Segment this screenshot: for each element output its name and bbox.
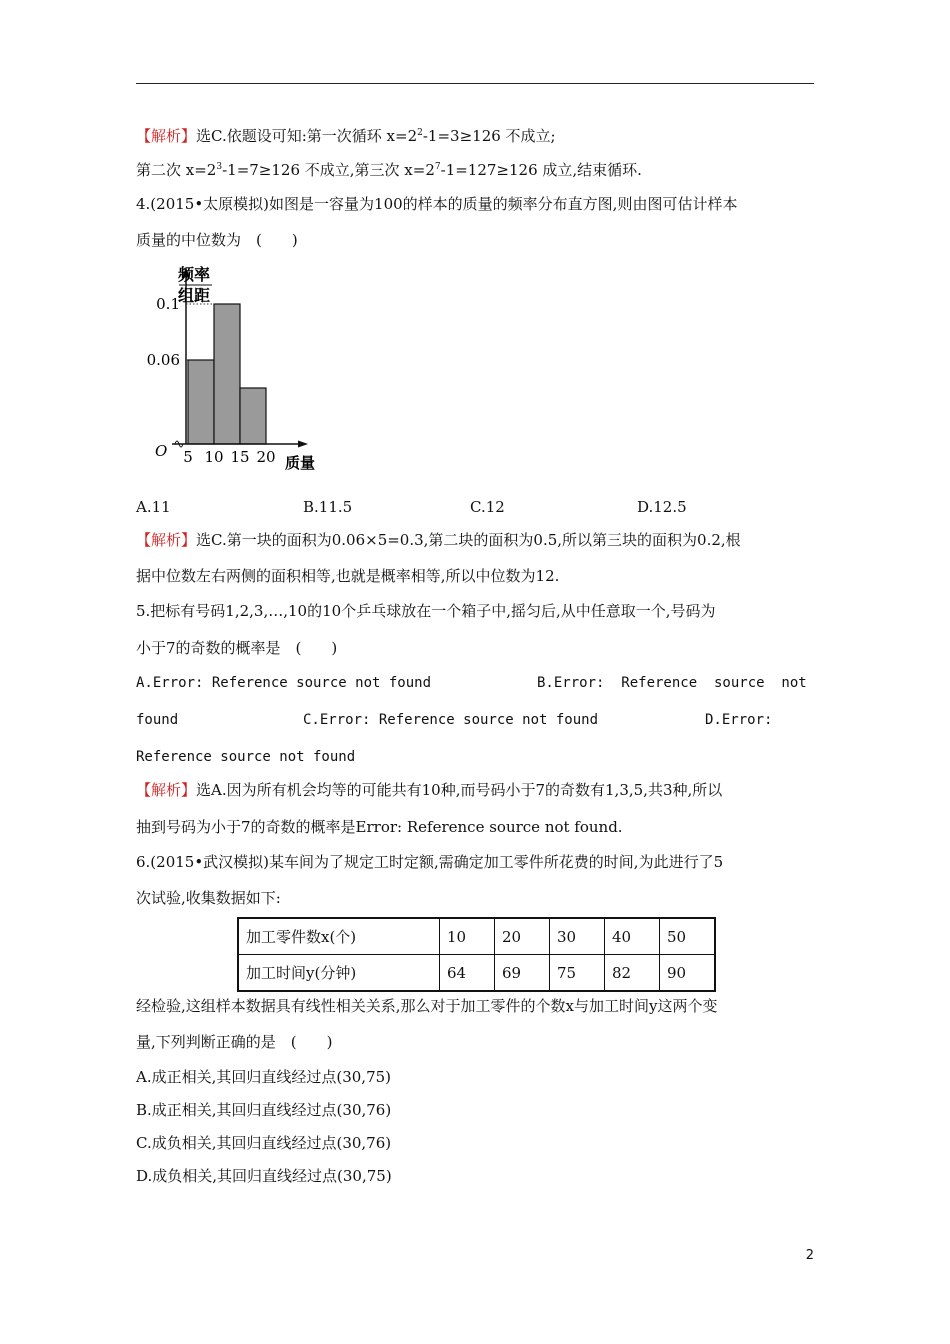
q5-solution-line-1: 【解析】选A.因为所有机会均等的可能共有10种,而号码小于7的奇数有1,3,5,共3种,所以 bbox=[136, 781, 723, 799]
x-tick-label: 10 bbox=[204, 448, 224, 466]
histogram-chart bbox=[128, 258, 328, 478]
q6-option-a: A.成正相关,其回归直线经过点(30,75) bbox=[136, 1068, 392, 1086]
y-label-bottom: 组距 bbox=[178, 286, 211, 305]
q4-option-a: A.11 bbox=[136, 498, 171, 516]
q6-option-d: D.成负相关,其回归直线经过点(30,75) bbox=[136, 1167, 392, 1185]
table-cell: 加工零件数x(个) bbox=[238, 918, 440, 955]
dotted-reference-lines bbox=[186, 304, 214, 360]
q3-solution-line-1: 【解析】选C.依题设可知:第一次循环 $x=2^2-1=3\ge 126$ 不成立; bbox=[136, 127, 556, 145]
q6-stem-line-2: 次试验,收集数据如下: bbox=[136, 889, 281, 907]
table-cell: 90 bbox=[660, 955, 716, 992]
q4-option-d: D.12.5 bbox=[637, 498, 687, 516]
y-tick-label: 0.06 bbox=[146, 351, 180, 369]
q5-option-d-cont: Reference source not found bbox=[136, 749, 356, 765]
x-tick-label: 15 bbox=[230, 448, 250, 466]
q4-option-b: B.11.5 bbox=[303, 498, 353, 516]
q5-option-c: C.Error: Reference source not found bbox=[303, 712, 599, 728]
q6-data-table bbox=[237, 917, 716, 992]
table-cell: 40 bbox=[605, 918, 660, 955]
y-tick-labels bbox=[147, 295, 180, 369]
histogram-bar bbox=[240, 388, 266, 444]
x-tick-label: 5 bbox=[183, 448, 193, 466]
table-cell: 30 bbox=[550, 918, 605, 955]
q6-after-line-2: 量,下列判断正确的是 ( ) bbox=[136, 1033, 333, 1051]
q5-option-a: A.Error: Reference source not found bbox=[136, 675, 432, 691]
header-rule bbox=[136, 83, 814, 84]
x-tick-labels bbox=[183, 448, 275, 466]
q4-solution-line-2: 据中位数左右两侧的面积相等,也就是概率相等,所以中位数为12. bbox=[136, 567, 560, 585]
q5-option-d: D.Error: bbox=[705, 712, 773, 728]
q6-option-c: C.成负相关,其回归直线经过点(30,76) bbox=[136, 1134, 392, 1152]
x-axis-label: 质量 bbox=[285, 454, 316, 472]
table-cell: 75 bbox=[550, 955, 605, 992]
table-cell: 82 bbox=[605, 955, 660, 992]
q5-option-b: B.Error: Reference source not bbox=[537, 675, 807, 691]
analysis-tag: 【解析】 bbox=[136, 127, 197, 145]
q4-solution-line-1: 【解析】选C.第一块的面积为0.06×5=0.3,第二块的面积为0.5,所以第三块的面积为0.2,根 bbox=[136, 531, 741, 549]
origin-label: O bbox=[155, 442, 168, 460]
page-number: 2 bbox=[805, 1248, 814, 1263]
table-cell: 50 bbox=[660, 918, 716, 955]
table-cell: 10 bbox=[440, 918, 495, 955]
histogram-bar bbox=[188, 360, 214, 444]
histogram-bars bbox=[188, 304, 266, 444]
y-label-top: 频率 bbox=[178, 265, 211, 284]
q4-stem-line-1: 4.(2015•太原模拟)如图是一容量为100的样本的质量的频率分布直方图,则由图可估计样本 bbox=[136, 195, 738, 213]
q5-stem-line-1: 5.把标有号码1,2,3,…,10的10个乒乓球放在一个箱子中,摇匀后,从中任意取一个,号码为 bbox=[136, 602, 716, 620]
q6-option-b: B.成正相关,其回归直线经过点(30,76) bbox=[136, 1101, 392, 1119]
histogram-bar bbox=[214, 304, 240, 444]
q5-option-b-cont: found bbox=[136, 712, 179, 728]
table-cell: 20 bbox=[495, 918, 550, 955]
q6-after-line-1: 经检验,这组样本数据具有线性相关关系,那么对于加工零件的个数x与加工时间y这两个变 bbox=[136, 997, 718, 1015]
table-cell: 69 bbox=[495, 955, 550, 992]
q3-solution-line-2: 第二次 $x=2^3-1=7\ge 126$ 不成立,第三次 $x=2^7-1=127\ge 126$ 成立,结束循环. bbox=[136, 161, 642, 179]
table-cell: 64 bbox=[440, 955, 495, 992]
q6-stem-line-1: 6.(2015•武汉模拟)某车间为了规定工时定额,需确定加工零件所花费的时间,为此进行了5 bbox=[136, 853, 724, 871]
q5-solution-line-2: 抽到号码为小于7的奇数的概率是Error: Reference source not found. bbox=[136, 818, 623, 836]
table-row bbox=[238, 918, 715, 955]
q4-stem-line-2: 质量的中位数为 ( ) bbox=[136, 231, 298, 249]
q5-stem-line-2: 小于7的奇数的概率是 ( ) bbox=[136, 639, 338, 657]
x-axis-arrow bbox=[298, 441, 308, 448]
table-cell: 加工时间y(分钟) bbox=[238, 955, 440, 992]
q4-option-c: C.12 bbox=[470, 498, 505, 516]
y-tick-label: 0.1 bbox=[156, 295, 180, 313]
x-tick-label: 20 bbox=[256, 448, 276, 466]
table-row bbox=[238, 955, 715, 992]
